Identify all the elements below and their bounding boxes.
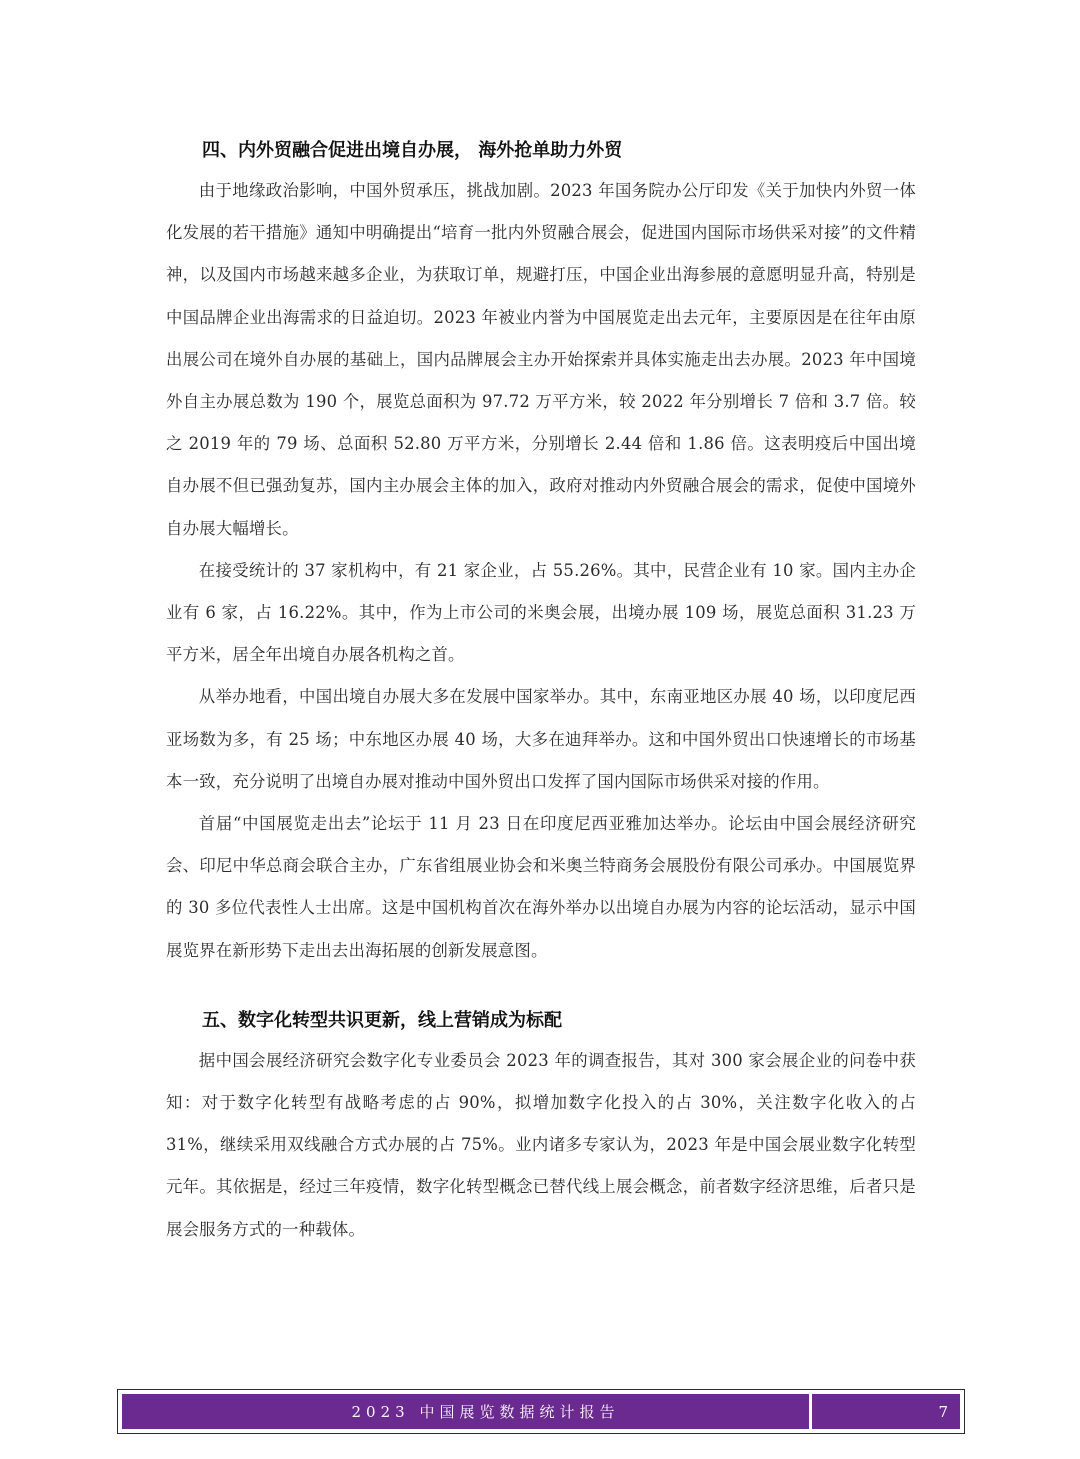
section-5-paragraph-1: 据中国会展经济研究会数字化专业委员会 2023 年的调查报告，其对 300 家会展企业的问卷中获知：对于数字化转型有战略考虑的占 90%，拟增加数字化投入的占 30%，关注数字化收入的占 31%，继续采用双线融合方式办展的占 75%。业内诸多专家认为，2023 年是中国会展业数字化转型元年。其依据是，经过三年疫情，数字化转型概念已替代线上展会概念，前者数字经济思维，后者只是展会服务方式的一种载体。 <box>166 1050 916 1239</box>
footer-report-title: 2023 中国展览数据统计报告 <box>351 1403 620 1421</box>
section-5-heading: 五、数字化转型共识更新，线上营销成为标配 <box>202 1009 562 1031</box>
section-4-heading: 四、内外贸融合促进出境自办展， 海外抢单助力外贸 <box>202 140 623 161</box>
section-4-paragraph-4: 首届“中国展览走出去”论坛于 11 月 23 日在印度尼西亚雅加达举办。论坛由中国会展经济研究会、印尼中华总商会联合主办，广东省组展业协会和米奥兰特商务会展股份有限公司承办。中国展览界的 30 多位代表性人士出席。这是中国机构首次在海外举办以出境自办展为内容的论坛活动，显示中国展览界在新形势下走出去出海拓展的创新发展意图。 <box>166 814 916 960</box>
footer-band <box>122 1394 960 1429</box>
section-4-paragraph-1: 由于地缘政治影响，中国外贸承压，挑战加剧。2023 年国务院办公厅印发《关于加快内外贸一体化发展的若干措施》通知中明确提出“培育一批内外贸融合展会，促进国内国际市场供采对接”的文件精神，以及国内市场越来越多企业，为获取订单，规避打压，中国企业出海参展的意愿明显升高，特别是中国品牌企业出海需求的日益迫切。2023 年被业内誉为中国展览走出去元年，主要原因是在往年由原出展公司在境外自办展的基础上，国内品牌展会主办开始探索并具体实施走出去办展。2023 年中国境外自主办展总数为 190 个，展览总面积为 97.72 万平方米，较 2022 年分别增长 7 倍和 3.7 倍。较之 2019 年的 79 场、总面积 52.80 万平方米，分别增长 2.44 倍和 1.86 倍。这表明疫后中国出境自办展不但已强劲复苏，国内主办展会主体的加入，政府对推动内外贸融合展会的需求，促使中国境外自办展大幅增长。 <box>166 181 916 538</box>
page-content <box>166 130 916 1251</box>
footer-page-number: 7 <box>938 1402 948 1421</box>
section-4-paragraph-2: 在接受统计的 37 家机构中，有 21 家企业，占 55.26%。其中，民营企业有 10 家。国内主办企业有 6 家，占 16.22%。其中，作为上市公司的米奥会展，出境办展 109 场，展览总面积 31.23 万平方米，居全年出境自办展各机构之首。 <box>166 560 916 665</box>
section-4-paragraph-3: 从举办地看，中国出境自办展大多在发展中国家举办。其中，东南亚地区办展 40 场，以印度尼西亚场数为多，有 25 场；中东地区办展 40 场，大多在迪拜举办。这和中国外贸出口快速增长的市场基本一致，充分说明了出境自办展对推动中国外贸出口发挥了国内国际市场供采对接的作用。 <box>166 687 916 791</box>
page-footer <box>117 1389 965 1434</box>
